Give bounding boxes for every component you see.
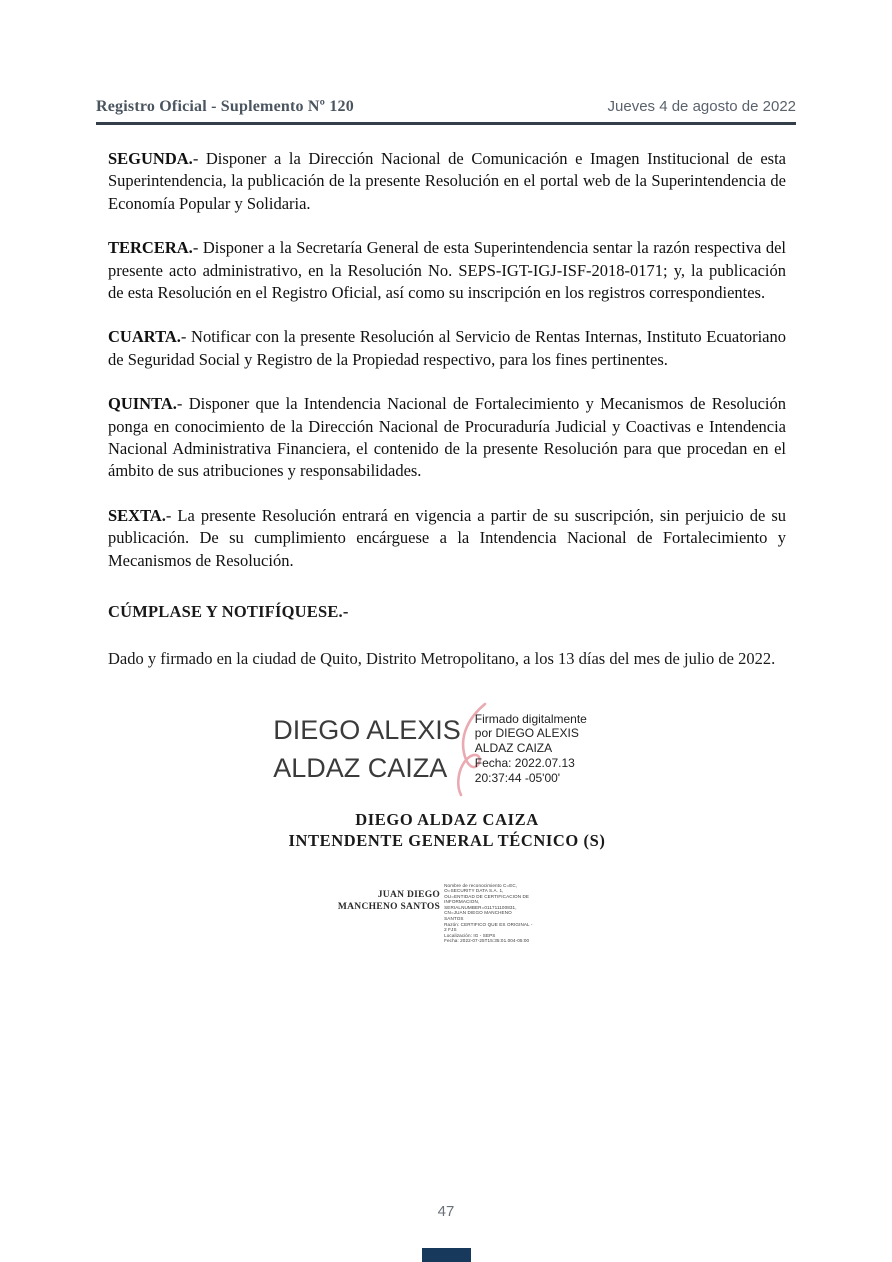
paragraph-tercera-text: - Disponer a la Secretaría General de esta Superintendencia sentar la razón respectiva del presente acto administrativo, en la Resolución No. SEPS-IGT-IGJ-ISF-2018-0171; y, la publicación de esta Resolución en el Registro Oficial, así como su inscripción en los registros correspondientes.	[108, 238, 786, 303]
signature-big-name-line2: ALDAZ CAIZA	[273, 752, 448, 783]
page-number: 47	[437, 1203, 455, 1220]
header-divider	[96, 122, 796, 125]
paragraph-tercera	[108, 237, 786, 304]
paragraph-quinta	[108, 393, 786, 483]
paragraph-sexta	[108, 505, 786, 572]
paragraph-sexta-label: SEXTA.	[108, 505, 166, 525]
document-body	[108, 148, 786, 944]
paragraph-segunda-text: - Disponer a la Dirección Nacional de Comunicación e Imagen Institucional de esta Superintendencia, la publicación de la presente Resolución en el portal web de la Superintendencia de Economía Popular y Solidaria.	[108, 149, 786, 213]
page-header	[96, 98, 796, 125]
signature-big-name	[273, 711, 461, 787]
bottom-navy-bar	[422, 1248, 471, 1262]
signature-details: Firmado digitalmente por DIEGO ALEXIS ALDAZ CAIZA Fecha: 2022.07.13 20:37:44 -05'00'	[474, 711, 587, 785]
paragraph-quinta-text: - Disponer que la Intendencia Nacional de Fortalecimiento y Mecanismos de Resolución ponga en conocimiento de la Dirección Nacional de Procuraduría Judicial y Coactivas e Intendencia Nacional Administrativa Financiera, el contenido de la presente Resolución para que procedan en el ámbito de sus atribuciones y responsabilidades.	[108, 394, 786, 481]
signer-block	[108, 809, 786, 851]
paragraph-segunda-label: SEGUNDA.	[108, 149, 193, 168]
stamp-certificate-text: Nombre de reconocimiento C=EC, O=SECURITY DATA S.A. 1, OU=ENTIDAD DE CERTIFICACION DE INFORMACION, SERIALNUMBER=011711100831, CN=JUAN DIEGO MANCHENO SANTOS Razón: CERTIFICO QUE ES ORIGINAL - 2 FJS Localización: IG - SEPS Fecha: 2022-07-25T15:35:01.004-05:00	[444, 882, 533, 944]
digital-signature-block	[122, 699, 786, 799]
paragraph-cuarta	[108, 326, 786, 371]
paragraph-cuarta-text: - Notificar con la presente Resolución al Servicio de Rentas Internas, Instituto Ecuatoriano de Seguridad Social y Registro de la Propiedad respectivo, para los fines pertinentes.	[108, 327, 786, 369]
signer-title: INTENDENTE GENERAL TÉCNICO (S)	[288, 830, 606, 850]
stamp-signer-name-line1: JUAN DIEGO	[377, 889, 441, 900]
paragraph-segunda	[108, 148, 786, 215]
stamp-signer-name-line2: MANCHENO SANTOS	[337, 901, 441, 912]
closing-statement: Dado y firmado en la ciudad de Quito, Distrito Metropolitano, a los 13 días del mes de julio de 2022.	[108, 649, 776, 669]
header-publication-title: Registro Oficial - Suplemento Nº 120	[96, 98, 354, 115]
paragraph-cuarta-label: CUARTA.	[108, 327, 181, 347]
stamp-signer-name	[338, 883, 440, 913]
paragraph-sexta-text: - La presente Resolución entrará en vigencia a partir de su suscripción, sin perjuicio de su publicación. De su cumplimiento encárguese a la Intendencia Nacional de Fortalecimiento y Mecanismos de Resolución.	[108, 505, 786, 570]
signer-name: DIEGO ALDAZ CAIZA	[355, 809, 539, 829]
paragraph-quinta-label: QUINTA.	[108, 394, 177, 414]
paragraph-tercera-label: TERCERA.	[108, 238, 193, 258]
header-date: Jueves 4 de agosto de 2022	[607, 98, 796, 115]
cumplase-heading: CÚMPLASE Y NOTIFÍQUESE.-	[108, 602, 349, 622]
certification-stamp	[128, 883, 786, 945]
signature-big-name-line1: DIEGO ALEXIS	[273, 714, 461, 745]
